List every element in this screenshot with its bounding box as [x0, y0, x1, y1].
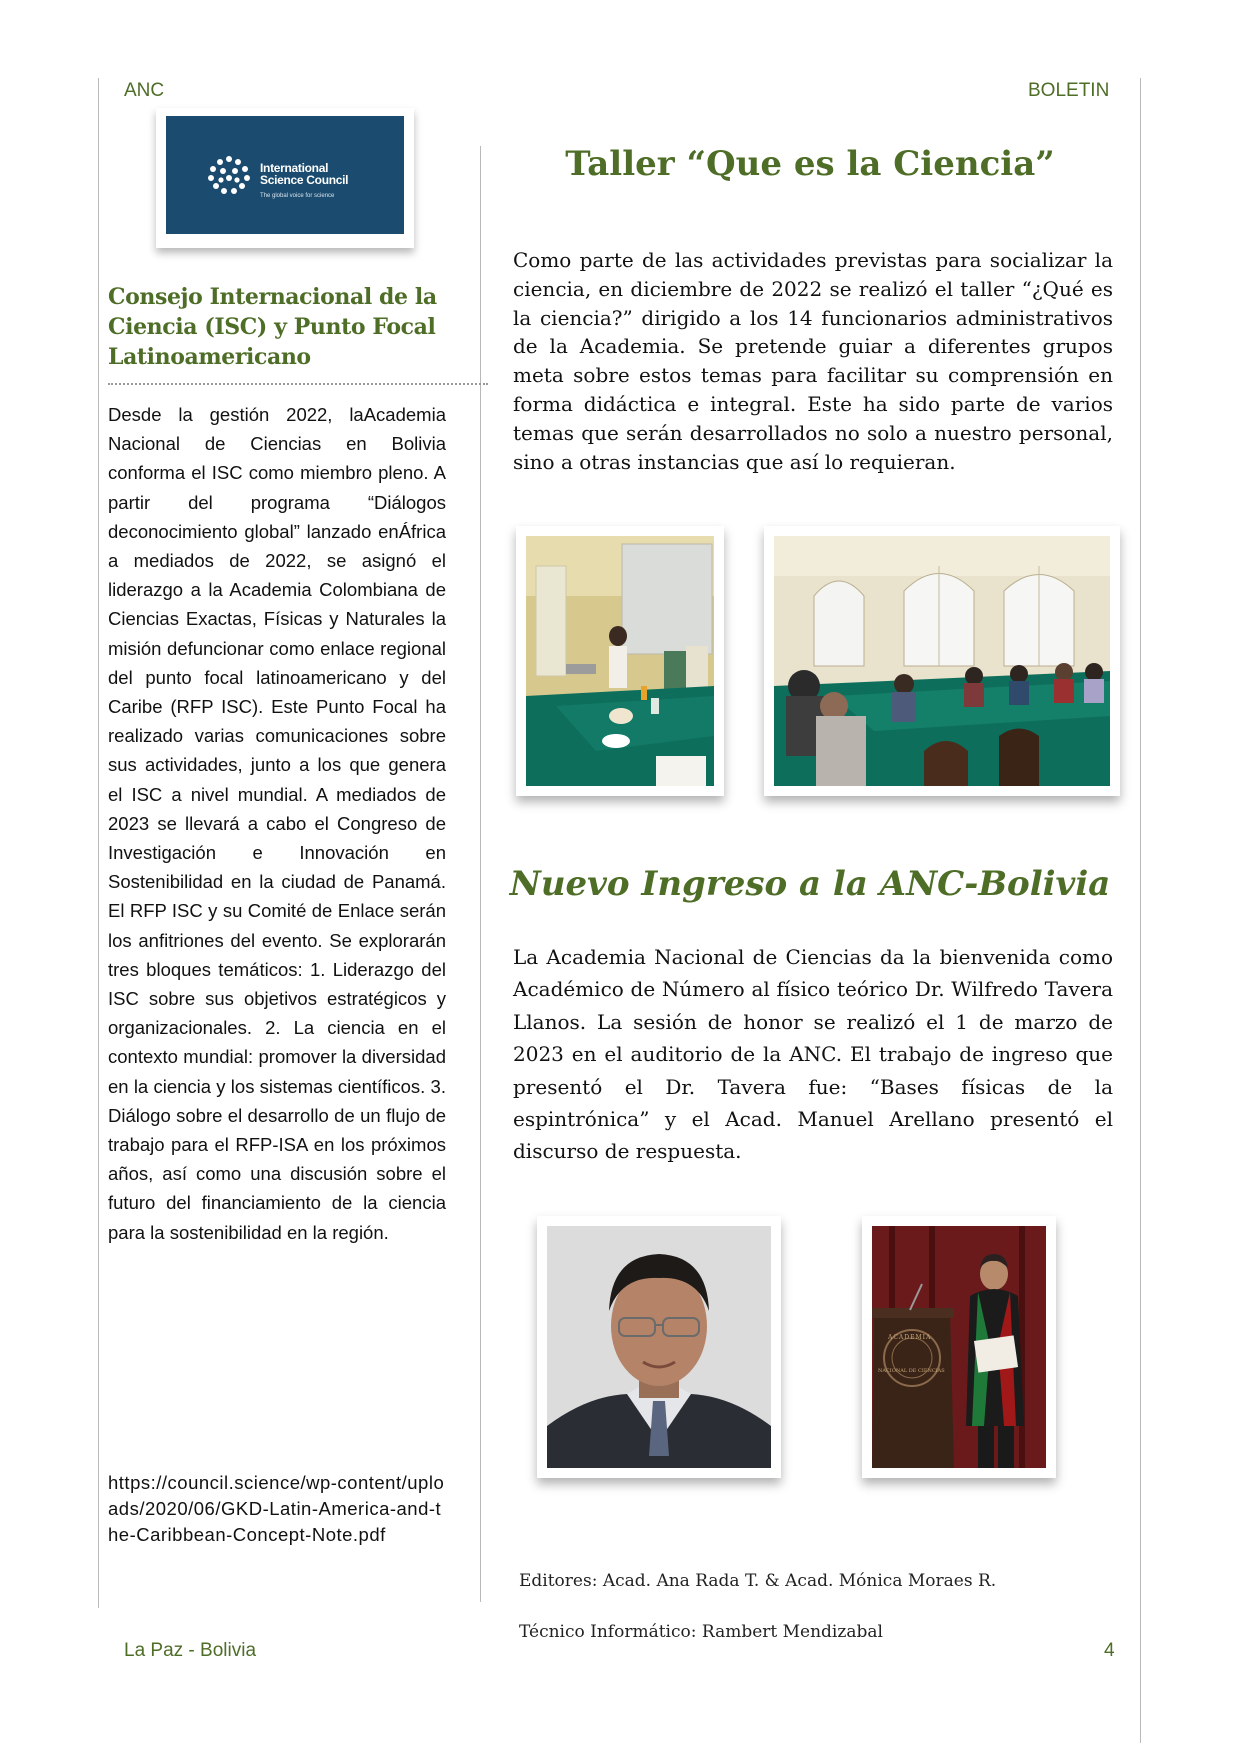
ceremony-photo-frame	[862, 1216, 1056, 1478]
page-number: 4	[1104, 1640, 1115, 1661]
section1-title: Taller “Que es la Ciencia”	[565, 144, 1055, 184]
editors-credit: Editores: Acad. Ana Rada T. & Acad. Mónica Moraes R.	[519, 1571, 997, 1591]
right-margin-line	[1140, 78, 1141, 1743]
logo-line2: Science Council	[260, 173, 349, 187]
isc-logo	[166, 116, 404, 234]
podium-text-1: ACADEMIA	[888, 1334, 932, 1341]
sidebar-link[interactable]: https://council.science/wp-content/uploads/2020/06/GKD-Latin-America-and-the-Caribbean-Concept-Note.pdf	[108, 1472, 445, 1545]
dotted-divider	[108, 383, 488, 385]
left-margin-line	[98, 78, 99, 1608]
sidebar-title: Consejo Internacional de la Ciencia (ISC) y Punto Focal Latinoamericano	[108, 284, 437, 370]
sidebar-body: Desde la gestión 2022, laAcademia Nacional de Ciencias en Bolivia conforma el ISC como miembro pleno. A partir del programa “Diálogos deconocimiento global” lanzado enÁfrica a mediados de 2022, se asignó el liderazgo a la Academia Colombiana de Ciencias Exactas, Físicas y Naturales la misión defuncionar como enlace regional del punto focal latinoamericano y del Caribe (RFP ISC). Este Punto Focal ha realizado varias comunicaciones sobre sus actividades, junto a los que genera el ISC a nivel mundial. A mediados de 2023 se llevará a cabo el Congreso de Investigación e Innovación en Sostenibilidad en la ciudad de Panamá. El RFP ISC y su Comité de Enlace serán los anfitriones del evento. Se explorarán tres bloques temáticos: 1. Liderazgo del ISC sobre sus objetivos estratégicos y organizacionales. 2. La ciencia en el contexto mundial: promover la diversidad en la ciencia y los sistemas científicos. 3. Diálogo sobre el desarrollo de un flujo de trabajo para el RFP-ISA en los próximos años, así como una discusión sobre el futuro del financiamiento de la ciencia para la sostenibilidad en la región.	[108, 404, 446, 1243]
isc-logo-frame	[156, 108, 414, 248]
tech-credit: Técnico Informático: Rambert Mendizabal	[519, 1622, 883, 1642]
workshop-photo-2	[774, 536, 1110, 786]
logo-line1: International	[260, 161, 329, 175]
header-right: BOLETIN	[1028, 80, 1110, 101]
footer-location: La Paz - Bolivia	[124, 1640, 257, 1661]
header-left: ANC	[124, 80, 165, 101]
ceremony-photo	[872, 1226, 1046, 1468]
workshop-photo-frame-1	[516, 526, 724, 796]
section2-body: La Academia Nacional de Ciencias da la bienvenida como Académico de Número al físico teórico Dr. Wilfredo Tavera Llanos. La sesión de honor se realizó el 1 de marzo de 2023 en el auditorio de la ANC. El trabajo de ingreso que presentó el Dr. Tavera fue: “Bases físicas de la espintrónica” y el Acad. Manuel Arellano presentó el discurso de respuesta.	[513, 945, 1113, 1164]
isc-dots-icon	[206, 154, 252, 196]
section1-body: Como parte de las actividades previstas para socializar la ciencia, en diciembre de 2022 se realizó el taller “¿Qué es la ciencia?” dirigido a los 14 funcionarios administrativos de la Academia. Se pretende guiar a diferentes grupos meta sobre estos temas para facilitar su comprensión en forma didáctica e integral. Este ha sido parte de varios temas que serán desarrollados no solo a nuestro personal, sino a otras instancias que así lo requieran.	[513, 248, 1113, 474]
podium-text-2: NACIONAL DE CIENCIAS	[878, 1368, 945, 1374]
workshop-photo-frame-2	[764, 526, 1120, 796]
logo-tagline: The global voice for science	[260, 193, 335, 199]
workshop-photo-1	[526, 536, 714, 786]
portrait-photo-frame	[537, 1216, 781, 1478]
section2-title: Nuevo Ingreso a la ANC-Bolivia	[509, 864, 1111, 904]
portrait-photo	[547, 1226, 771, 1468]
column-divider	[480, 146, 481, 1602]
